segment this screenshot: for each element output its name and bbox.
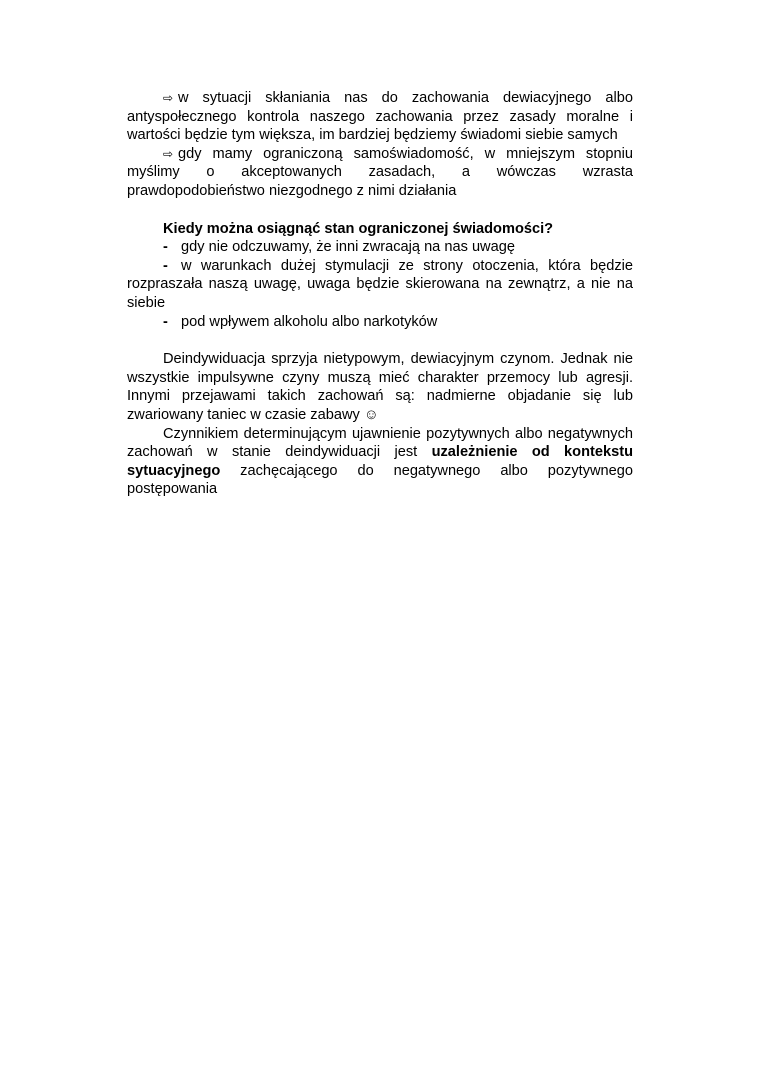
bold-phrase: uzależnienie od kontekstu sytuacyjnego [127,444,633,479]
dash-item-3: - pod wpływem alkoholu albo narkotyków [163,313,438,330]
question-heading: Kiedy można osiągnąć stan ograniczonej świadomości? [163,220,554,237]
arrow-item-1: ⇨ w sytuacji skłaniania nas do zachowania dewiacyjnego albo antyspołecznego kontrola naszego zachowania przez zasady moralne i wartości będzie tym większa, im bardziej będziemy świadomi siebie samych [127,90,633,144]
dash-item-1: - gdy nie odczuwamy, że inni zwracają na nas uwagę [163,239,515,256]
arrow-item-2: ⇨ gdy mamy ograniczoną samoświadomość, w mniejszym stopniu myślimy o akceptowanych zasadach, a wówczas wzrasta prawdopodobieństwo niezgodnego z nimi działania [127,145,633,199]
spacer [127,201,633,220]
arrow-right-icon: ⇨ [163,146,174,161]
paragraph-determinant: Czynnikiem determinującym ujawnienie pozytywnych albo negatywnych zachowań w stanie deindywiduacji jest uzależnienie od kontekstu sytuacyjnego zachęcającego do negatywnego albo pozytywnego postępowania [127,425,633,498]
arrow-right-icon: ⇨ [163,91,174,105]
dash-item-2: - w warunkach dużej stymulacji ze strony otoczenia, która będzie rozpraszała naszą uwagę, uwaga będzie skierowana na zewnątrz, a nie na siebie [127,257,633,311]
bullet-dash: - [163,257,168,274]
paragraph-deindividuation: Deindywiduacja sprzyja nietypowym, dewiacyjnym czynom. Jednak nie wszystkie impulsywne czyny muszą mieć charakter przemocy lub agresji. Innymi przejawami takich zachowań są: nadmierne objadanie się lub zwariowany taniec w czasie zabawy ☺ [127,351,633,423]
bullet-dash: - [163,239,168,256]
bullet-dash: - [163,313,168,330]
spacer [127,331,633,350]
document-page [127,89,633,499]
